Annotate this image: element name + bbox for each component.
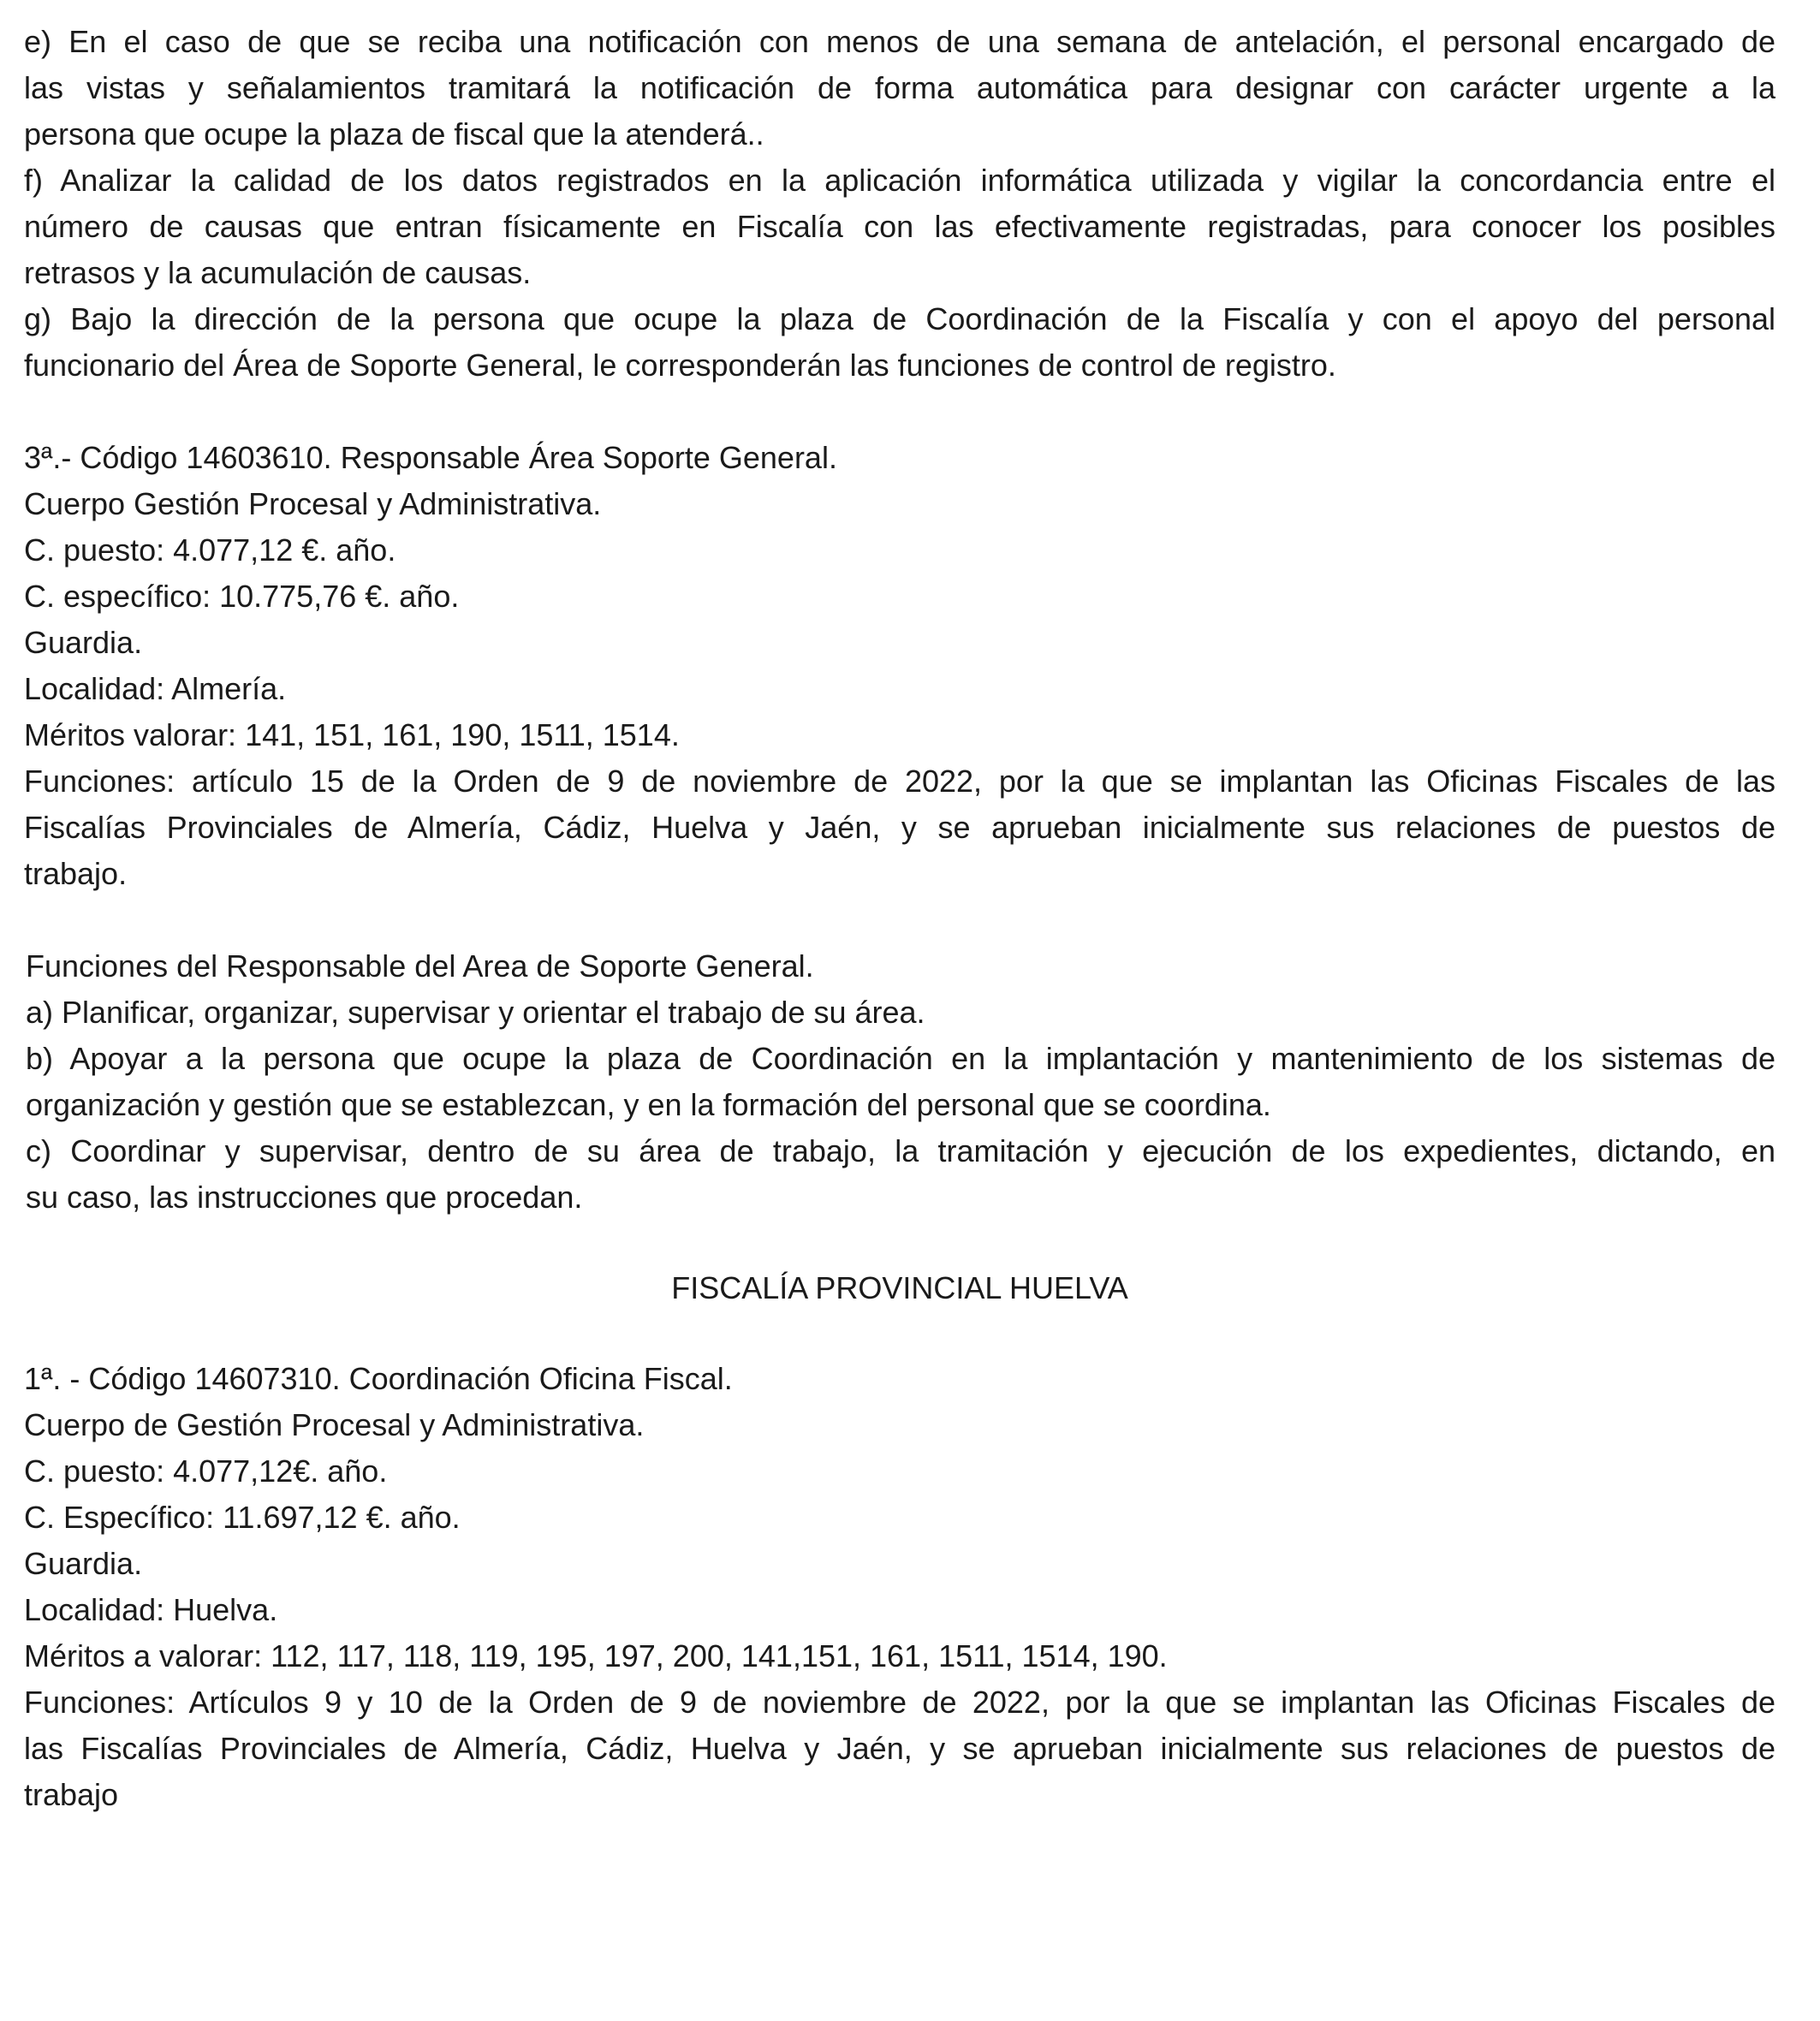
puesto-3-cuerpo: Cuerpo Gestión Procesal y Administrativa.	[24, 486, 602, 521]
puesto-huelva-1-funciones-line-3: trabajo	[24, 1777, 119, 1812]
paragraph-f-line-2: número de causas que entran físicamente en Fiscalía con las efectivamente registradas, para conocer los posibles	[24, 209, 1775, 244]
funciones-responsable-b-line-2: organización y gestión que se establezcan, y en la formación del personal que se coordina.	[26, 1087, 1271, 1122]
puesto-3-c-especifico: C. específico: 10.775,76 €. año.	[24, 579, 460, 614]
puesto-huelva-1-cuerpo: Cuerpo de Gestión Procesal y Administrativa.	[24, 1407, 645, 1442]
funciones-responsable-c-line-2: su caso, las instrucciones que procedan.	[26, 1180, 583, 1215]
paragraph-e-line-1: e) En el caso de que se reciba una notificación con menos de una semana de antelación, el personal encargado de	[24, 24, 1775, 59]
paragraph-e-line-3: persona que ocupe la plaza de fiscal que la atenderá..	[24, 116, 764, 152]
puesto-3-localidad: Localidad: Almería.	[24, 671, 287, 706]
paragraph-f-line-3: retrasos y la acumulación de causas.	[24, 255, 532, 290]
puesto-huelva-1-c-especifico: C. Específico: 11.697,12 €. año.	[24, 1500, 461, 1535]
puesto-huelva-1-title: 1ª. - Código 14607310. Coordinación Oficina Fiscal.	[24, 1361, 733, 1396]
puesto-huelva-1-funciones-line-2: las Fiscalías Provinciales de Almería, Cádiz, Huelva y Jaén, y se aprueban inicialmente sus relaciones de puestos de	[24, 1731, 1775, 1766]
puesto-3-c-puesto: C. puesto: 4.077,12 €. año.	[24, 532, 396, 568]
puesto-3-title: 3ª.- Código 14603610. Responsable Área Soporte General.	[24, 440, 837, 475]
puesto-huelva-1-meritos: Méritos a valorar: 112, 117, 118, 119, 195, 197, 200, 141,151, 161, 1511, 1514, 190.	[24, 1638, 1168, 1673]
puesto-huelva-1-c-puesto: C. puesto: 4.077,12€. año.	[24, 1453, 388, 1489]
puesto-3-funciones-line-1: Funciones: artículo 15 de la Orden de 9 de noviembre de 2022, por la que se implantan las Oficinas Fiscales de las	[24, 764, 1775, 799]
funciones-responsable-b-line-1: b) Apoyar a la persona que ocupe la plaza de Coordinación en la implantación y mantenimiento de los sistemas de	[26, 1041, 1775, 1076]
puesto-3-meritos: Méritos valorar: 141, 151, 161, 190, 1511, 1514.	[24, 717, 680, 752]
paragraph-g-line-1: g) Bajo la dirección de la persona que ocupe la plaza de Coordinación de la Fiscalía y con el apoyo del personal	[24, 301, 1775, 336]
puesto-3-funciones-line-2: Fiscalías Provinciales de Almería, Cádiz, Huelva y Jaén, y se aprueban inicialmente sus relaciones de puestos de	[24, 810, 1775, 845]
funciones-responsable-c-line-1: c) Coordinar y supervisar, dentro de su área de trabajo, la tramitación y ejecución de los expedientes, dictando, en	[26, 1133, 1775, 1168]
puesto-3-funciones-line-3: trabajo.	[24, 856, 128, 891]
funciones-responsable-a: a) Planificar, organizar, supervisar y orientar el trabajo de su área.	[26, 995, 925, 1030]
paragraph-g-line-2: funcionario del Área de Soporte General, le corresponderán las funciones de control de registro.	[24, 348, 1336, 383]
puesto-3-guardia: Guardia.	[24, 625, 143, 660]
funciones-responsable-title: Funciones del Responsable del Area de Soporte General.	[26, 948, 814, 984]
puesto-huelva-1-localidad: Localidad: Huelva.	[24, 1592, 278, 1627]
paragraph-f-line-1: f) Analizar la calidad de los datos registrados en la aplicación informática utilizada y vigilar la concordancia entre el	[24, 163, 1775, 198]
section-heading: FISCALÍA PROVINCIAL HUELVA	[671, 1270, 1128, 1305]
puesto-huelva-1-guardia: Guardia.	[24, 1546, 143, 1581]
puesto-huelva-1-funciones-line-1: Funciones: Artículos 9 y 10 de la Orden de 9 de noviembre de 2022, por la que se implantan las Oficinas Fiscales de	[24, 1685, 1775, 1720]
paragraph-e-line-2: las vistas y señalamientos tramitará la notificación de forma automática para designar con carácter urgente a la	[24, 70, 1775, 105]
